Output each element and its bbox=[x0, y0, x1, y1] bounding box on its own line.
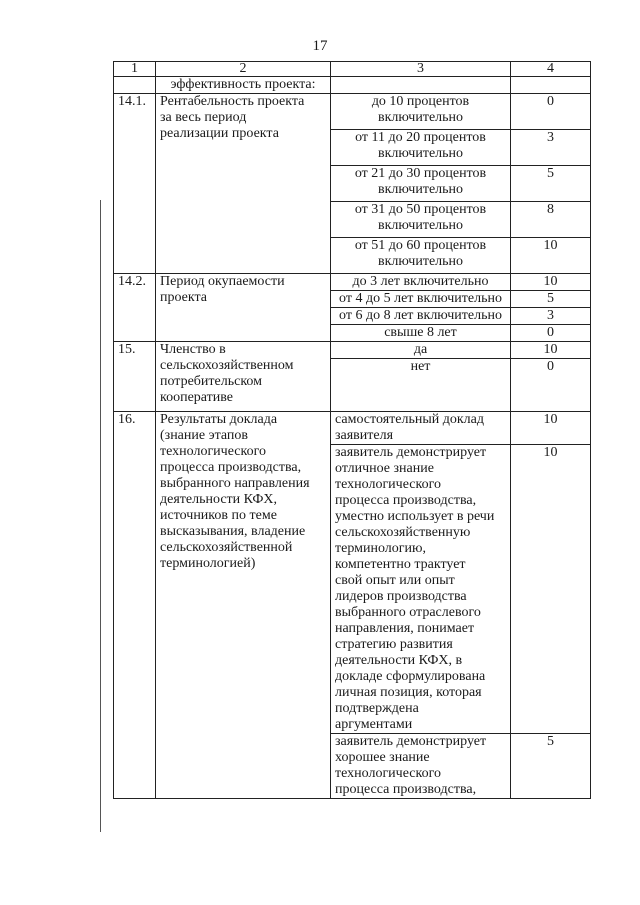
option-text: от 21 до 30 процентов включительно bbox=[331, 166, 511, 202]
option-text: от 4 до 5 лет включительно bbox=[331, 291, 511, 308]
option-score: 10 bbox=[511, 445, 591, 734]
option-text: от 6 до 8 лет включительно bbox=[331, 308, 511, 325]
option-text: от 51 до 60 процентов включительно bbox=[331, 238, 511, 274]
table-row bbox=[114, 342, 591, 359]
continuation-row bbox=[114, 77, 591, 94]
column-header: 4 bbox=[511, 62, 591, 77]
option-score: 3 bbox=[511, 130, 591, 166]
continuation-text: эффективность проекта: bbox=[156, 77, 331, 94]
option-text: заявитель демонстрирует отличное знание технологического процесса производства, уместно использует в речи сельскохозяйственную терминологию, компетентно трактует свой опыт или опыт лидеров производства выбранного отраслевого направления, понимает стратегию развития деятельности КФХ, в докладе сформулирована личная позиция, которая подтверждена аргументами bbox=[331, 445, 511, 734]
row-number: 15. bbox=[114, 342, 156, 412]
option-score: 8 bbox=[511, 202, 591, 238]
option-score: 10 bbox=[511, 238, 591, 274]
criterion-text: Результаты доклада (знание этапов технологического процесса производства, выбранного направления деятельности КФХ, источников по теме высказывания, владение сельскохозяйственной терминологией) bbox=[156, 412, 331, 799]
option-score: 3 bbox=[511, 308, 591, 325]
table-row bbox=[114, 94, 591, 130]
row-number: 14.2. bbox=[114, 274, 156, 342]
row-number: 16. bbox=[114, 412, 156, 799]
column-header: 1 bbox=[114, 62, 156, 77]
option-score: 10 bbox=[511, 412, 591, 445]
option-score: 5 bbox=[511, 734, 591, 799]
option-text: от 11 до 20 процентов включительно bbox=[331, 130, 511, 166]
option-score: 10 bbox=[511, 342, 591, 359]
table-row bbox=[114, 412, 591, 445]
option-score: 0 bbox=[511, 359, 591, 412]
option-score: 0 bbox=[511, 94, 591, 130]
option-score: 5 bbox=[511, 166, 591, 202]
option-text: от 31 до 50 процентов включительно bbox=[331, 202, 511, 238]
option-text: заявитель демонстрирует хорошее знание технологического процесса производства, bbox=[331, 734, 511, 799]
option-score: 5 bbox=[511, 291, 591, 308]
option-text: самостоятельный доклад заявителя bbox=[331, 412, 511, 445]
column-header: 2 bbox=[156, 62, 331, 77]
criterion-text: Период окупаемости проекта bbox=[156, 274, 331, 342]
option-text: до 3 лет включительно bbox=[331, 274, 511, 291]
criterion-text: Членство в сельскохозяйственном потребительском кооперативе bbox=[156, 342, 331, 412]
option-score: 10 bbox=[511, 274, 591, 291]
option-text: да bbox=[331, 342, 511, 359]
page-number: 17 bbox=[312, 38, 328, 54]
option-score: 0 bbox=[511, 325, 591, 342]
criteria-table bbox=[113, 61, 591, 799]
option-text: до 10 процентов включительно bbox=[331, 94, 511, 130]
option-text: свыше 8 лет bbox=[331, 325, 511, 342]
scan-edge-line bbox=[100, 200, 101, 832]
row-number: 14.1. bbox=[114, 94, 156, 274]
header-row bbox=[114, 62, 591, 77]
option-text: нет bbox=[331, 359, 511, 412]
table-row bbox=[114, 274, 591, 291]
criterion-text: Рентабельность проекта за весь период реализации проекта bbox=[156, 94, 331, 274]
column-header: 3 bbox=[331, 62, 511, 77]
